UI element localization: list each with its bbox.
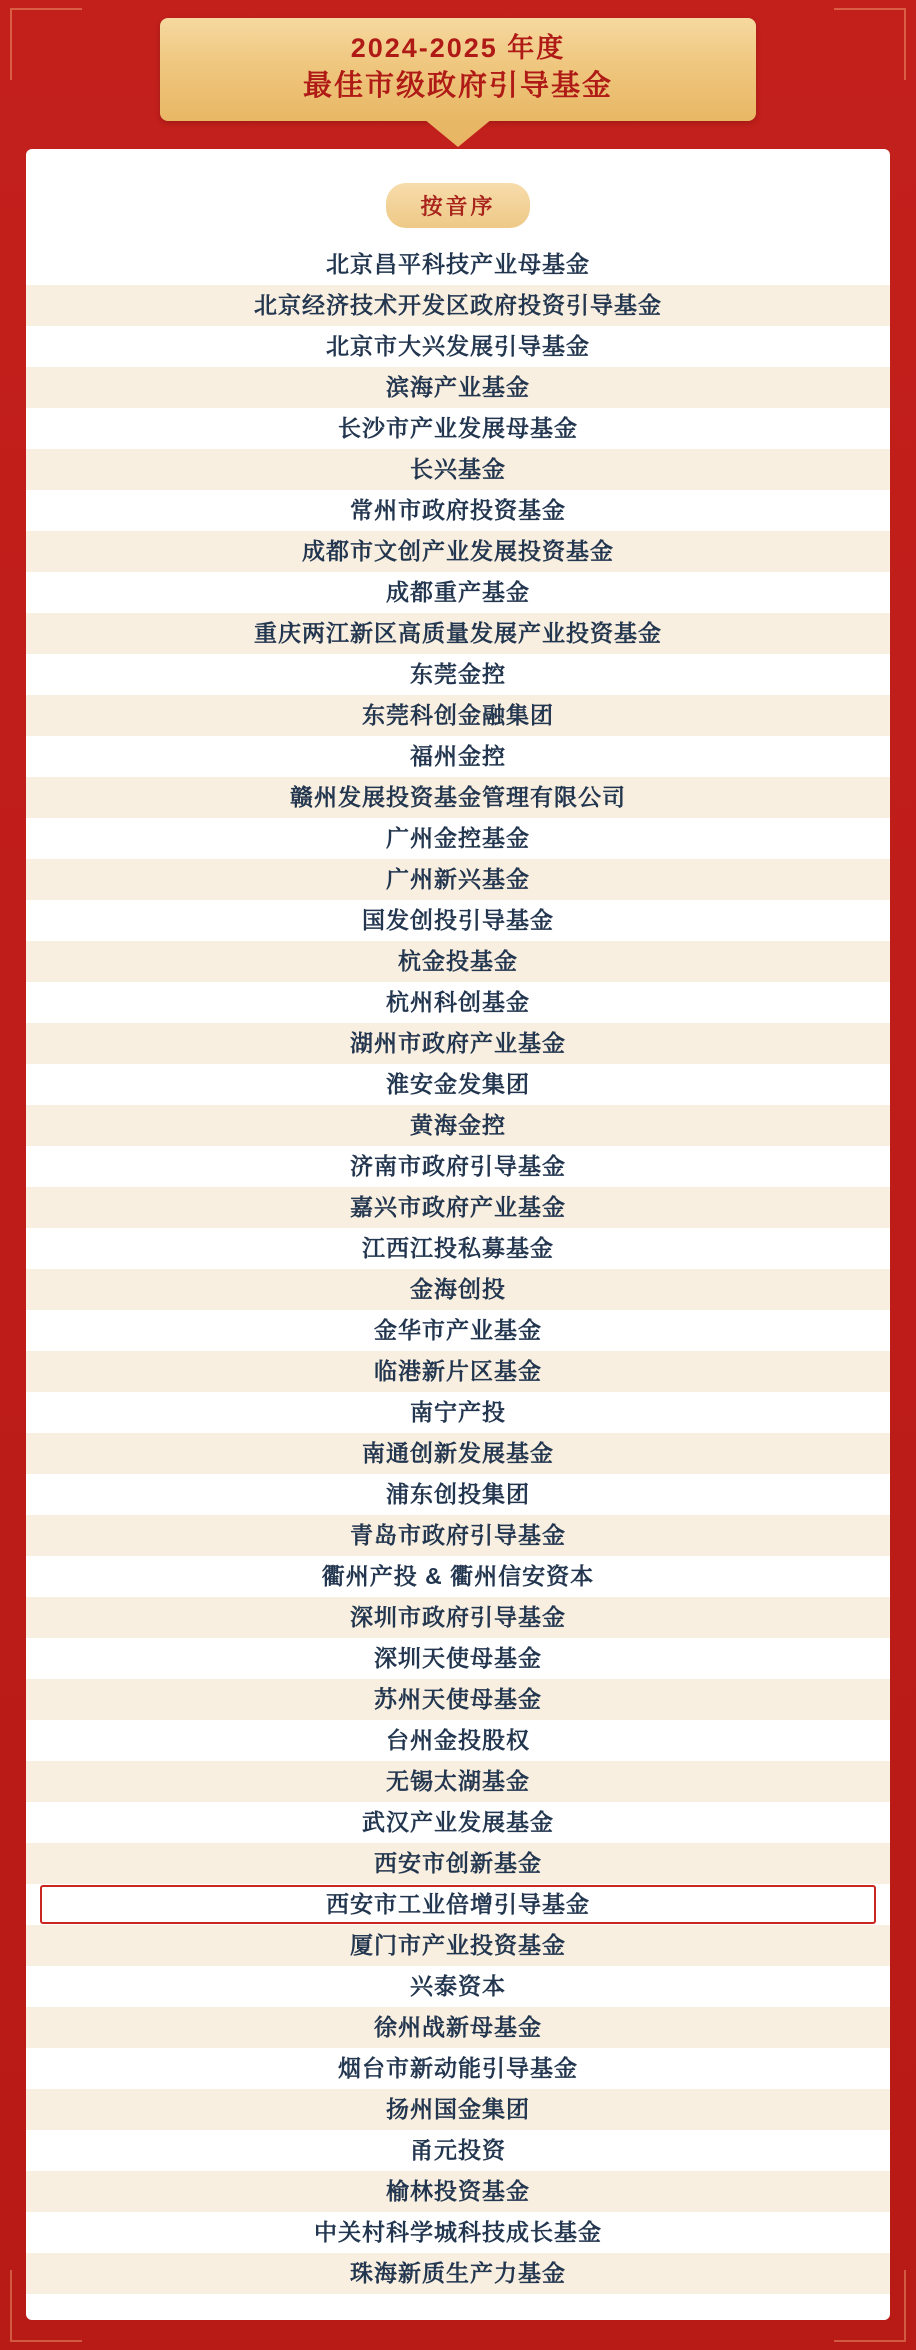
list-item: 淮安金发集团 [386, 1071, 530, 1098]
list-item: 武汉产业发展基金 [362, 1809, 554, 1836]
list-item: 南宁产投 [410, 1399, 506, 1426]
list-item: 扬州国金集团 [26, 2089, 890, 2130]
list-item: 珠海新质生产力基金 [26, 2253, 890, 2294]
list-item: 青岛市政府引导基金 [26, 1515, 890, 1556]
award-title: 最佳市级政府引导基金 [302, 69, 613, 102]
list-item: 北京经济技术开发区政府投资引导基金 [26, 285, 890, 326]
list-item: 徐州战新母基金 [26, 2007, 890, 2048]
award-year: 2024-2025 年度 [350, 33, 566, 63]
sort-order-label: 按音序 [386, 183, 529, 228]
list-item: 滨海产业基金 [26, 367, 890, 408]
list-item: 重庆两江新区高质量发展产业投资基金 [26, 613, 890, 654]
list-item: 深圳天使母基金 [374, 1645, 542, 1672]
list-item: 国发创投引导基金 [362, 907, 554, 934]
list-item: 金海创投 [26, 1269, 890, 1310]
list-item: 长沙市产业发展母基金 [338, 415, 578, 442]
list-item: 长兴基金 [26, 449, 890, 490]
list-item: 成都重产基金 [386, 579, 530, 606]
list-item: 厦门市产业投资基金 [26, 1925, 890, 1966]
list-item: 中关村科学城科技成长基金 [314, 2219, 602, 2246]
list-item: 济南市政府引导基金 [350, 1153, 566, 1180]
list-item: 衢州产投 & 衢州信安资本 [321, 1563, 595, 1590]
list-item: 北京市大兴发展引导基金 [326, 333, 590, 360]
list-item: 杭州科创基金 [386, 989, 530, 1016]
list-item: 兴泰资本 [410, 1973, 506, 2000]
list-item: 甬元投资 [410, 2137, 506, 2164]
list-item: 临港新片区基金 [26, 1351, 890, 1392]
list-item: 北京昌平科技产业母基金 [326, 251, 590, 278]
list-item: 台州金投股权 [386, 1727, 530, 1754]
sort-label-wrapper [26, 183, 890, 228]
list-item: 无锡太湖基金 [26, 1761, 890, 1802]
list-item: 金华市产业基金 [374, 1317, 542, 1344]
list-item: 浦东创投集团 [386, 1481, 530, 1508]
list-item: 常州市政府投资基金 [350, 497, 566, 524]
list-item: 东莞金控 [410, 661, 506, 688]
list-item: 南通创新发展基金 [26, 1433, 890, 1474]
list-item: 东莞科创金融集团 [26, 695, 890, 736]
list-item: 烟台市新动能引导基金 [338, 2055, 578, 2082]
list-item: 杭金投基金 [26, 941, 890, 982]
list-item: 赣州发展投资基金管理有限公司 [26, 777, 890, 818]
list-item: 深圳市政府引导基金 [26, 1597, 890, 1638]
list-item: 黄海金控 [26, 1105, 890, 1146]
header-banner [160, 18, 756, 121]
list-item: 西安市创新基金 [26, 1843, 890, 1884]
list-item: 广州新兴基金 [26, 859, 890, 900]
award-list-card [26, 149, 890, 2320]
list-item: 福州金控 [410, 743, 506, 770]
list-item: 西安市工业倍增引导基金 [26, 1884, 890, 1925]
list-item: 成都市文创产业发展投资基金 [26, 531, 890, 572]
list-item: 榆林投资基金 [26, 2171, 890, 2212]
list-item: 江西江投私募基金 [362, 1235, 554, 1262]
award-winner-list [26, 244, 890, 2294]
list-item: 湖州市政府产业基金 [26, 1023, 890, 1064]
list-item: 广州金控基金 [386, 825, 530, 852]
header-banner-wrapper [26, 18, 890, 121]
list-item: 嘉兴市政府产业基金 [26, 1187, 890, 1228]
list-item: 苏州天使母基金 [26, 1679, 890, 1720]
